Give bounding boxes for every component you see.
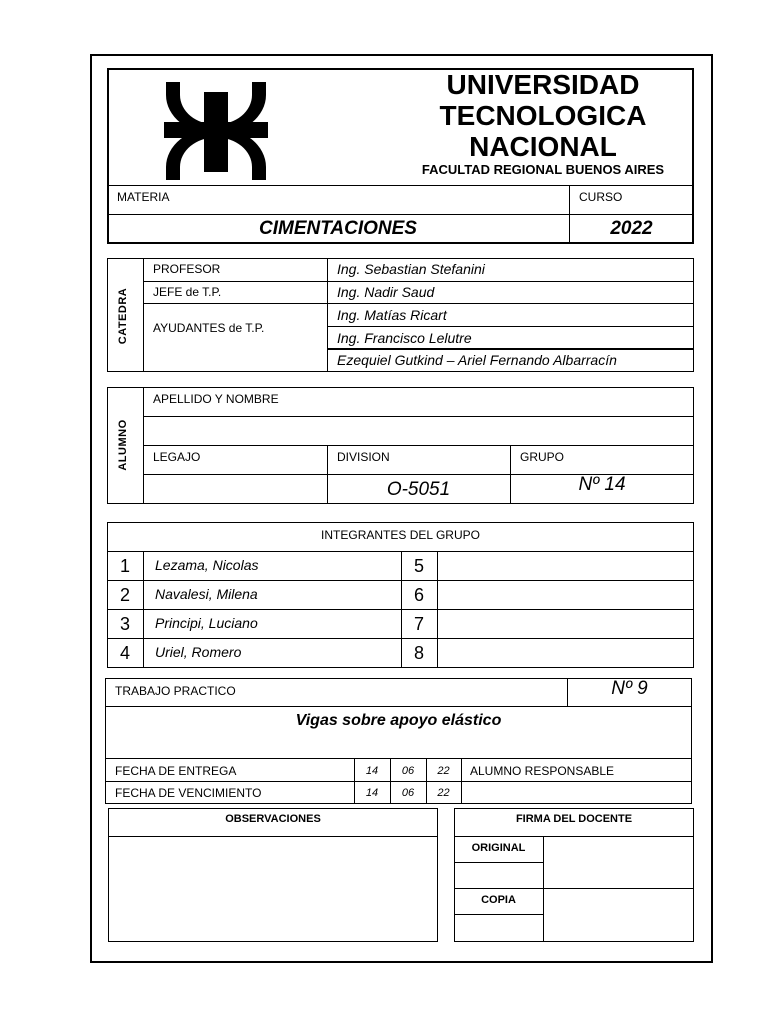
- division-value: O-5051: [386, 479, 451, 500]
- responsable-field[interactable]: [470, 785, 685, 801]
- grupo-label: GRUPO: [520, 450, 565, 464]
- catedra-side-label: CATEDRA: [117, 287, 129, 345]
- trabajo-numero: Nº 9: [611, 678, 648, 699]
- trabajo-label: TRABAJO PRACTICO: [115, 684, 236, 698]
- curso-label: CURSO: [579, 190, 623, 204]
- firma-copia-area[interactable]: [545, 890, 692, 940]
- jefe-value: Ing. Nadir Saud: [337, 284, 435, 300]
- legajo-field[interactable]: [153, 479, 323, 501]
- observaciones-area[interactable]: [110, 838, 436, 940]
- faculty-name: FACULTAD REGIONAL BUENOS AIRES: [421, 162, 665, 177]
- ayudante-3: Ezequiel Gutkind – Ariel Fernando Albarracín: [337, 352, 617, 368]
- profesor-label: PROFESOR: [153, 262, 221, 276]
- jefe-label: JEFE de T.P.: [153, 285, 222, 299]
- firma-original-area[interactable]: [545, 838, 692, 886]
- alumno-side-label: ALUMNO: [117, 419, 129, 471]
- entrega-year: 22: [437, 765, 450, 777]
- integrante-number: 8: [413, 643, 424, 663]
- ayudantes-label: AYUDANTES de T.P.: [153, 321, 265, 335]
- entrega-label: FECHA DE ENTREGA: [115, 764, 237, 778]
- division-label: DIVISION: [337, 450, 390, 464]
- integrante-name-field[interactable]: [447, 644, 687, 664]
- integrante-number: 5: [413, 556, 424, 576]
- materia-value: CIMENTACIONES: [259, 218, 417, 239]
- integrante-number: 4: [119, 643, 130, 663]
- integrante-name-field[interactable]: [447, 615, 687, 635]
- university-line-2: TECNOLOGICA: [439, 100, 647, 131]
- university-line-3: NACIONAL: [469, 131, 617, 162]
- materia-label: MATERIA: [117, 190, 170, 204]
- integrante-number: 6: [413, 585, 424, 605]
- integrante-number: 2: [119, 585, 130, 605]
- integrantes-title: INTEGRANTES DEL GRUPO: [321, 528, 480, 542]
- integrante-name: Lezama, Nicolas: [155, 557, 259, 573]
- utn-logo-icon: [160, 80, 272, 182]
- entrega-month: 06: [401, 765, 415, 777]
- vencimiento-month: 06: [401, 787, 415, 799]
- integrante-name: Navalesi, Milena: [155, 586, 258, 602]
- grupo-value: Nº 14: [578, 474, 626, 495]
- ayudante-2: Ing. Francisco Lelutre: [337, 330, 472, 346]
- integrante-name: Principi, Luciano: [155, 615, 258, 631]
- vencimiento-label: FECHA DE VENCIMIENTO: [115, 786, 262, 800]
- apellido-field[interactable]: [153, 420, 683, 442]
- entrega-day: 14: [365, 765, 379, 777]
- vencimiento-year: 22: [437, 787, 450, 799]
- integrante-number: 7: [413, 614, 424, 634]
- apellido-label: APELLIDO Y NOMBRE: [153, 392, 279, 406]
- firma-label: FIRMA DEL DOCENTE: [515, 813, 633, 825]
- legajo-label: LEGAJO: [153, 450, 201, 464]
- integrante-name-field[interactable]: [447, 557, 687, 577]
- curso-value: 2022: [610, 218, 653, 239]
- vencimiento-day: 14: [365, 787, 379, 799]
- original-label: ORIGINAL: [471, 842, 526, 854]
- ayudante-1: Ing. Matías Ricart: [337, 307, 447, 323]
- integrante-name: Uriel, Romero: [155, 644, 242, 660]
- trabajo-titulo: Vigas sobre apoyo elástico: [295, 712, 502, 729]
- university-line-1: UNIVERSIDAD: [446, 69, 640, 100]
- integrante-number: 3: [119, 614, 130, 634]
- integrante-name-field[interactable]: [447, 586, 687, 606]
- profesor-value: Ing. Sebastian Stefanini: [337, 261, 485, 277]
- copia-label: COPIA: [481, 894, 516, 906]
- observaciones-label: OBSERVACIONES: [225, 813, 321, 825]
- integrante-number: 1: [119, 556, 130, 576]
- responsable-label: ALUMNO RESPONSABLE: [470, 764, 615, 778]
